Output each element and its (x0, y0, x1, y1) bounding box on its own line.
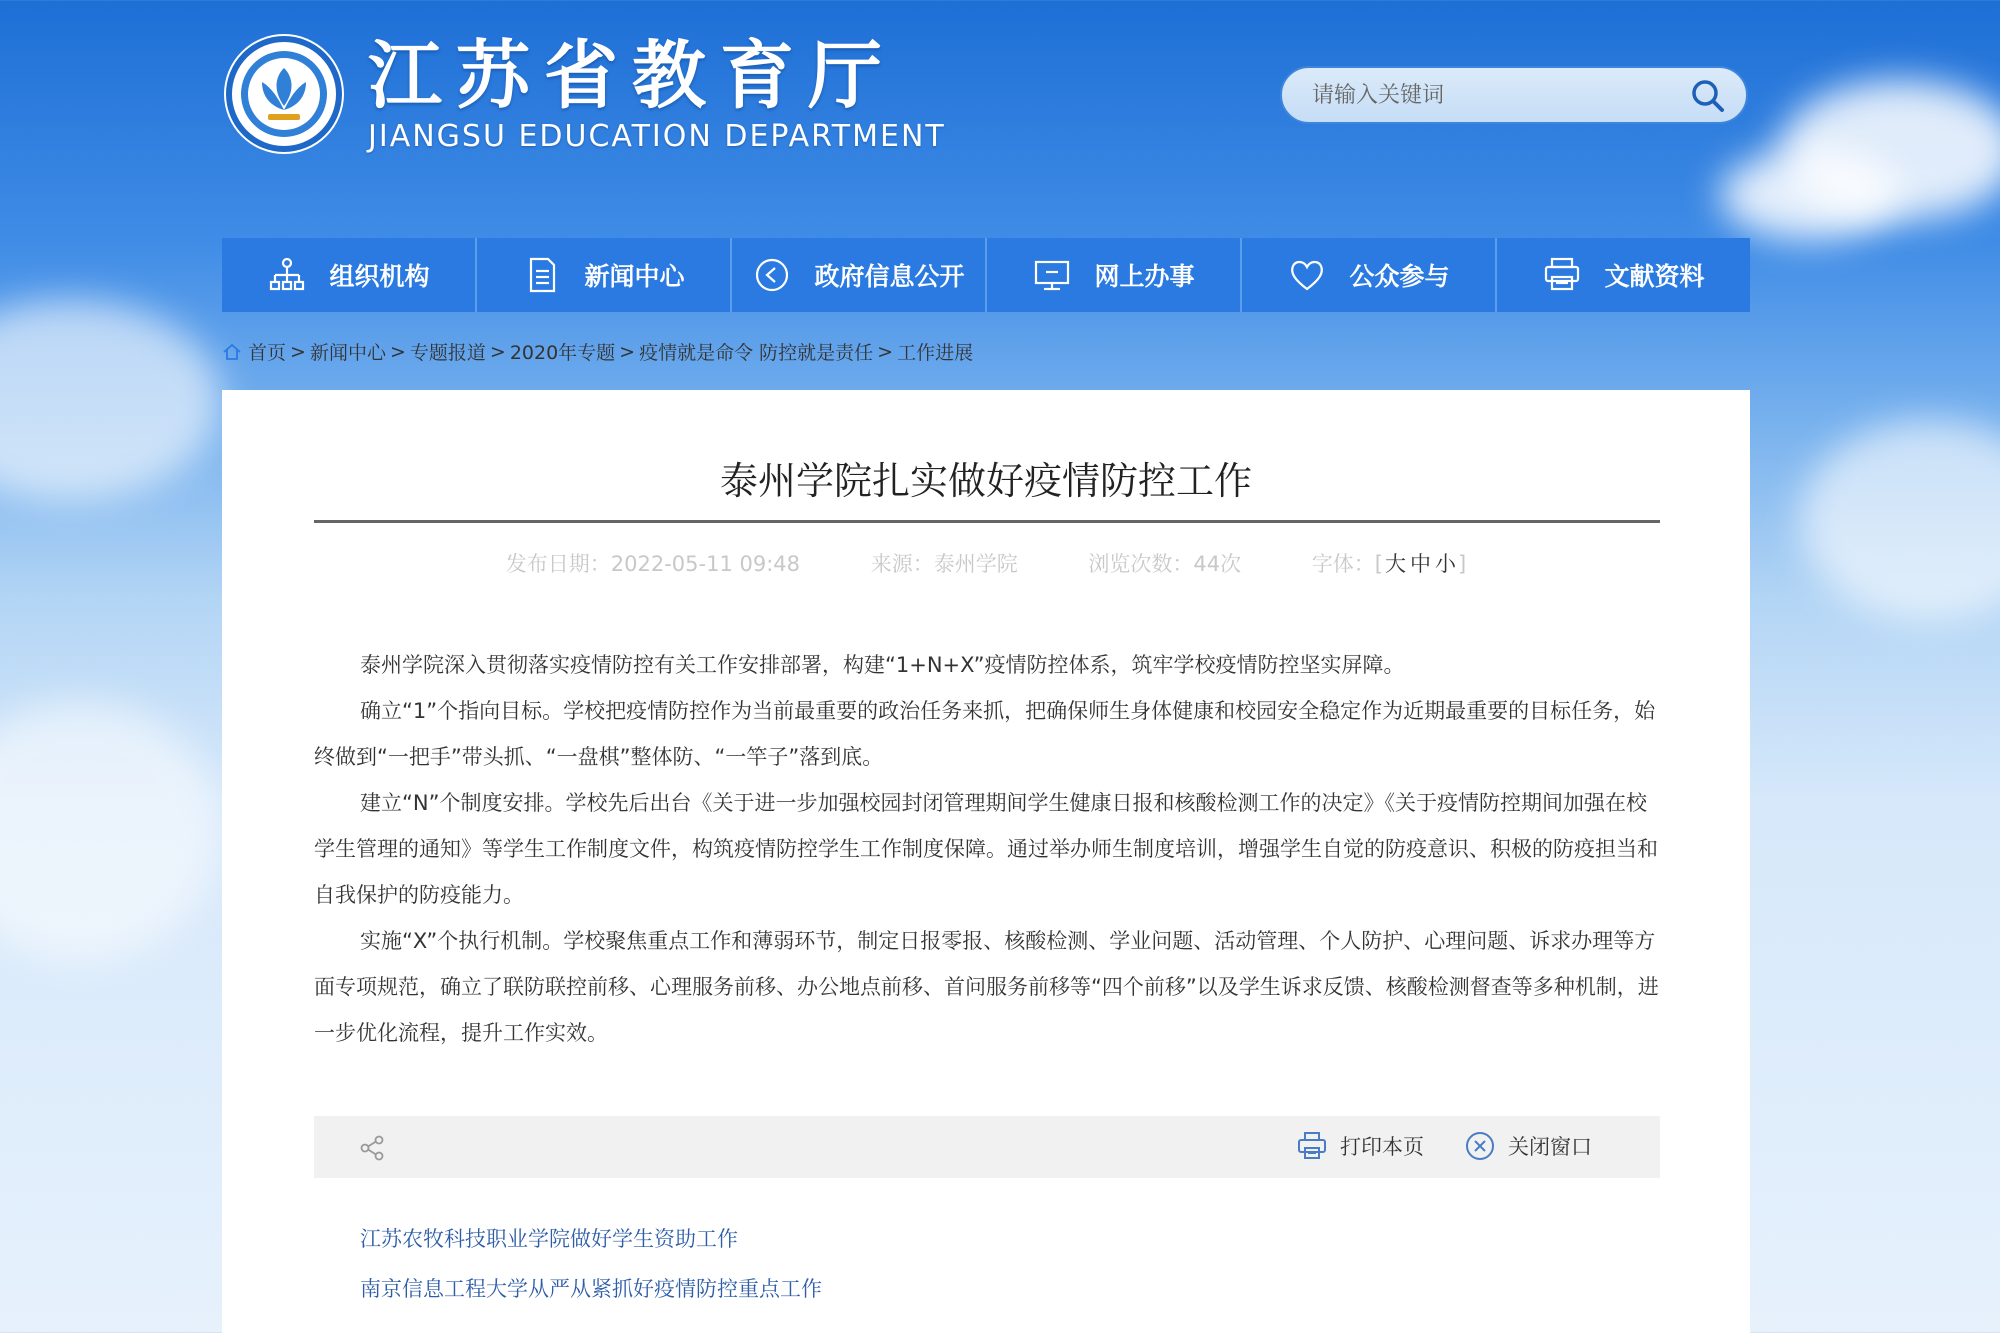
breadcrumb-link-home[interactable]: 首页 (248, 342, 287, 364)
search-icon[interactable] (1688, 76, 1728, 116)
article-meta (222, 548, 1750, 578)
cloud-decoration (0, 700, 220, 960)
nav-item-documents[interactable] (1497, 238, 1750, 312)
article-paragraph: 建立“N”个制度安排。学校先后出台《关于进一步加强校园封闭管理期间学生健康日报和核酸检测工作的决定》《关于疫情防控期间加强在校学生管理的通知》等学生工作制度文件，构筑疫情防控学生工作制度保障。通过举办师生制度培训，增强学生自觉的防疫意识、积极的防疫担当和自我保护的防疫能力。 (314, 791, 1658, 907)
print-button[interactable] (1296, 1130, 1424, 1162)
font-large-button[interactable]: 大 (1385, 552, 1407, 576)
related-article-link[interactable]: 南京信息工程大学从严从紧抓好疫情防控重点工作 (360, 1277, 822, 1301)
main-nav (222, 238, 1750, 312)
breadcrumb-link-news[interactable]: 新闻中心 (309, 342, 386, 364)
font-small-button[interactable]: 小 (1435, 552, 1457, 576)
article-title: 泰州学院扎实做好疫情防控工作 (719, 459, 1252, 503)
font-size-switcher: 字体：[大 中 小] (1311, 552, 1467, 576)
nav-item-news[interactable] (477, 238, 732, 312)
related-article-link[interactable]: 江苏农牧科技职业学院做好学生资助工作 (360, 1227, 738, 1251)
nav-item-gov-info[interactable] (732, 238, 987, 312)
related-articles (360, 1214, 822, 1314)
nav-item-online-service[interactable] (987, 238, 1242, 312)
breadcrumb-link-epidemic[interactable]: 疫情就是命令 防控就是责任 (639, 342, 874, 364)
font-medium-button[interactable]: 中 (1410, 552, 1432, 576)
printer-stack-icon (1542, 255, 1582, 295)
close-icon (1464, 1130, 1496, 1162)
play-circle-icon (752, 255, 792, 295)
article-toolbar (314, 1116, 1660, 1178)
nav-label: 组织机构 (329, 262, 430, 291)
title-divider (314, 520, 1660, 523)
article-paragraph: 确立“1”个指向目标。学校把疫情防控作为当前最重要的政治任务来抓，把确保师生身体健康和校园安全稳定作为近期最重要的目标任务，始终做到“一把手”带头抓、“一盘棋”整体防、“一竿子”落到底。 (314, 699, 1656, 769)
site-logo[interactable] (222, 32, 946, 156)
nav-item-public-participation[interactable] (1242, 238, 1497, 312)
publish-date: 发布日期：2022-05-11 09:48 (505, 552, 801, 576)
search-box (1280, 66, 1748, 124)
nav-label: 文献资料 (1604, 262, 1705, 291)
printer-icon (1296, 1130, 1328, 1162)
close-window-button[interactable] (1464, 1130, 1592, 1162)
site-title-cn: 江苏省教育厅 (368, 33, 896, 119)
document-icon (522, 255, 562, 295)
site-title-en: JIANGSU EDUCATION DEPARTMENT (368, 119, 946, 154)
breadcrumb-link-2020[interactable]: 2020年专题 (509, 342, 616, 364)
nav-label: 新闻中心 (584, 262, 685, 291)
article-paragraph: 实施“X”个执行机制。学校聚焦重点工作和薄弱环节，制定日报零报、核酸检测、学业问题、活动管理、个人防护、心理问题、诉求办理等方面专项规范，确立了联防联控前移、心理服务前移、办公地点前移、首问服务前移等“四个前移”以及学生诉求反馈、核酸检测督查等多种机制，进一步优化流程，提升工作实效。 (314, 929, 1659, 1045)
article-panel (222, 390, 1750, 1333)
cloud-decoration (1800, 420, 2000, 620)
nav-label: 公众参与 (1349, 262, 1450, 291)
article-paragraph: 泰州学院深入贯彻落实疫情防控有关工作安排部署，构建“1+N+X”疫情防控体系，筑牢学校疫情防控坚实屏障。 (360, 653, 1405, 677)
org-chart-icon (267, 255, 307, 295)
home-icon (222, 342, 242, 362)
nav-label: 网上办事 (1094, 262, 1195, 291)
print-label: 打印本页 (1340, 1135, 1424, 1159)
heart-icon (1287, 255, 1327, 295)
view-count: 浏览次数：44次 (1088, 552, 1242, 576)
education-emblem-icon (222, 32, 346, 156)
breadcrumb-link-progress[interactable]: 工作进展 (897, 342, 974, 364)
cloud-decoration (0, 300, 220, 500)
article-source: 来源：泰州学院 (870, 552, 1018, 576)
site-header (0, 0, 2000, 238)
share-icon[interactable] (358, 1134, 386, 1162)
close-window-label: 关闭窗口 (1508, 1135, 1592, 1159)
monitor-icon (1032, 255, 1072, 295)
nav-item-organization[interactable] (222, 238, 477, 312)
search-input[interactable] (1310, 82, 1674, 109)
nav-label: 政府信息公开 (814, 262, 965, 291)
article-body (314, 642, 1660, 1056)
breadcrumb: 首页 > 新闻中心 > 专题报道 > 2020年专题 > 疫情就是命令 防控就是责任 > 工作进展 (222, 338, 973, 365)
breadcrumb-link-special[interactable]: 专题报道 (409, 342, 486, 364)
